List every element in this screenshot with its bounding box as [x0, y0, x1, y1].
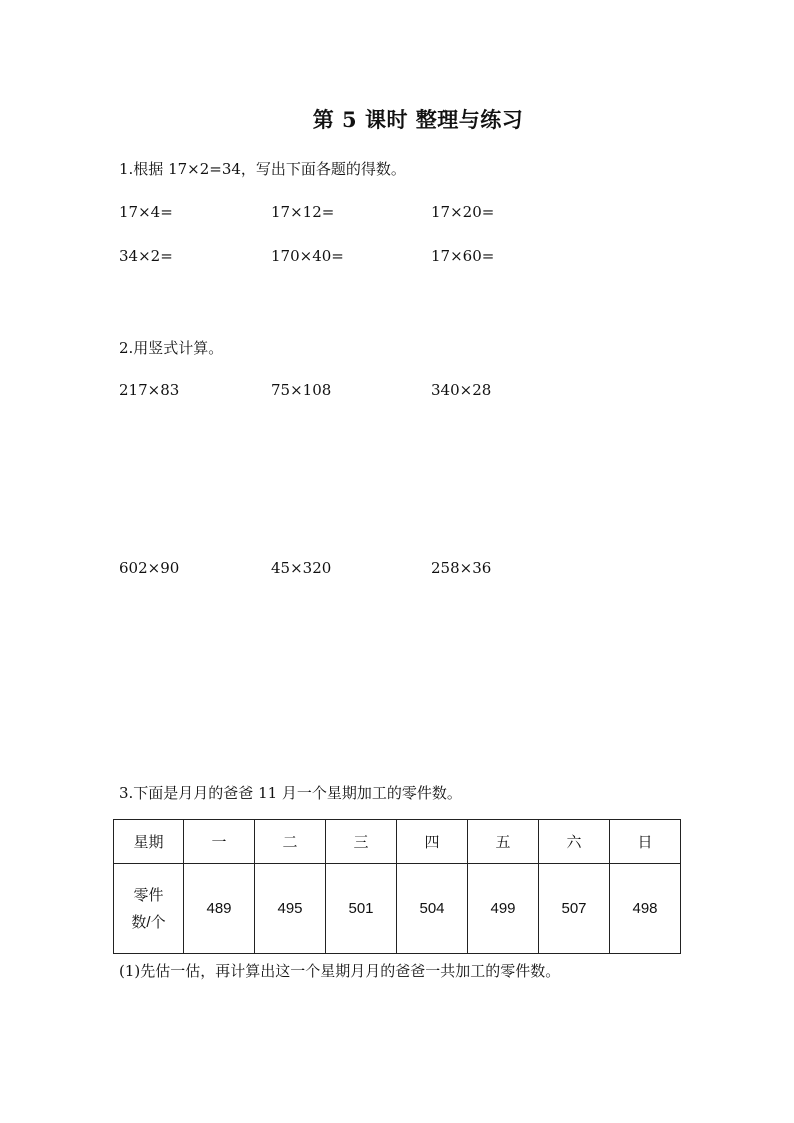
value-cell: 489 [184, 864, 255, 954]
table-row [114, 864, 681, 954]
q1-expression: 17×60= [431, 247, 495, 265]
question-3-sub-1: (1)先估一估，再计算出这一个星期月月的爸爸一共加工的零件数。 [119, 962, 561, 980]
table-header-row [114, 820, 681, 864]
q2-expression: 602×90 [119, 559, 180, 577]
question-2-prompt: 2.用竖式计算。 [119, 339, 224, 357]
value-cell: 501 [326, 864, 397, 954]
q1-expression: 17×4= [119, 203, 173, 221]
question-3-prompt: 3.下面是月月的爸爸 11 月一个星期加工的零件数。 [119, 784, 462, 802]
value-cell: 499 [468, 864, 539, 954]
day-cell: 二 [255, 820, 326, 864]
day-cell: 五 [468, 820, 539, 864]
day-cell: 四 [397, 820, 468, 864]
row-label-line: 数/个 [131, 913, 166, 931]
value-cell: 507 [539, 864, 610, 954]
value-cell: 504 [397, 864, 468, 954]
day-cell: 六 [539, 820, 610, 864]
q2-expression: 75×108 [271, 381, 332, 399]
header-label-cell: 星期 [114, 820, 184, 864]
value-cell: 495 [255, 864, 326, 954]
day-cell: 三 [326, 820, 397, 864]
value-cell: 498 [610, 864, 681, 954]
q2-expression: 217×83 [119, 381, 180, 399]
question-1-prompt: 1.根据 17×2=34，写出下面各题的得数。 [119, 160, 406, 178]
q1-expression: 17×20= [431, 203, 495, 221]
q2-expression: 340×28 [431, 381, 492, 399]
q1-expression: 17×12= [271, 203, 335, 221]
q1-expression: 170×40= [271, 247, 344, 265]
page-title: 第 5 课时 整理与练习 [312, 107, 524, 132]
day-cell: 一 [184, 820, 255, 864]
q2-expression: 258×36 [431, 559, 492, 577]
q2-expression: 45×320 [271, 559, 332, 577]
row-label-line: 零件 [133, 886, 164, 904]
row-label-cell [114, 864, 184, 954]
q1-expression: 34×2= [119, 247, 173, 265]
parts-table [113, 819, 681, 954]
day-cell: 日 [610, 820, 681, 864]
